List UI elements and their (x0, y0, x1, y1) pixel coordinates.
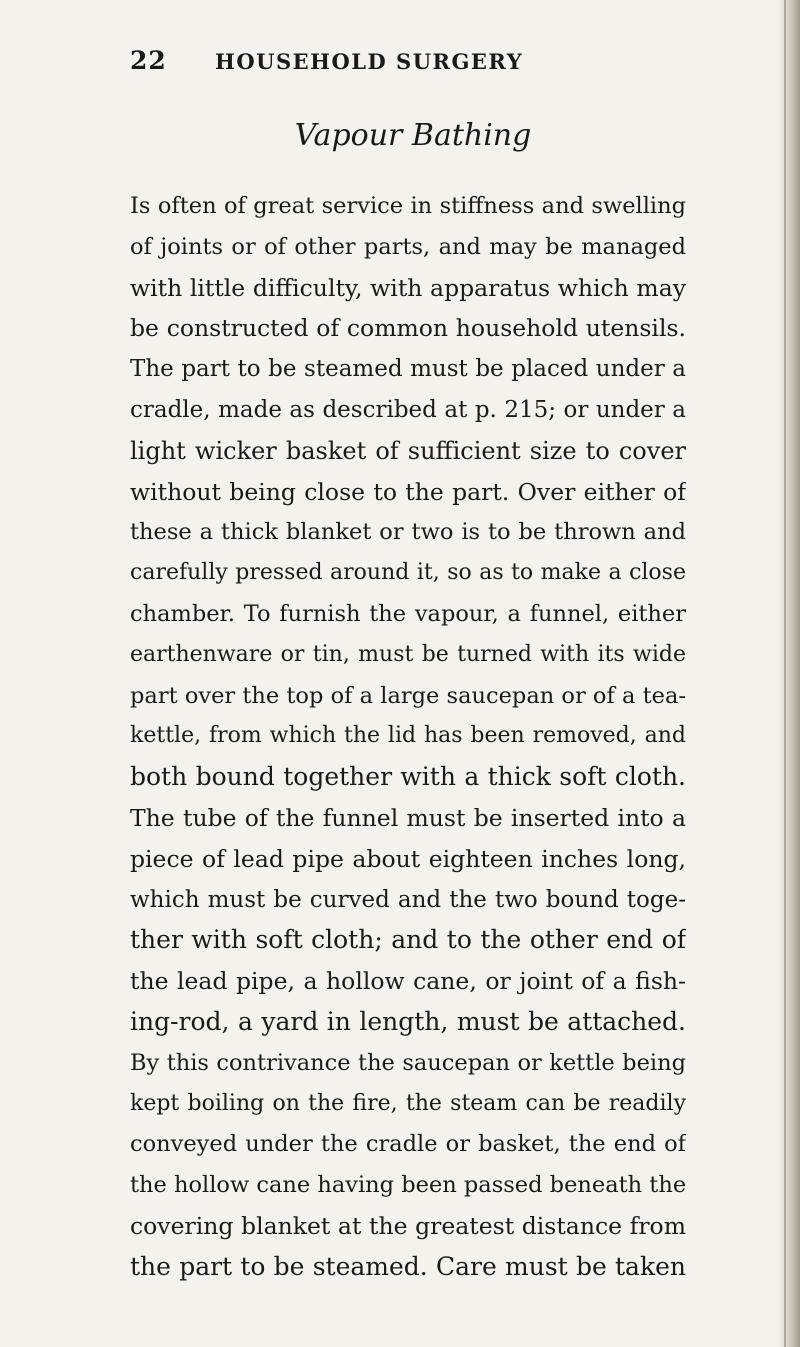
text-line: kept boiling on the fire, the steam can be readily (130, 1090, 686, 1116)
text-line: earthenware or tin, must be turned with its wide (130, 641, 686, 667)
text-line: which must be curved and the two bound toge- (130, 886, 686, 913)
text-line: piece of lead pipe about eighteen inches long, (130, 844, 686, 873)
text-line: be constructed of common household utensils. (130, 314, 686, 343)
running-title: HOUSEHOLD SURGERY (215, 49, 524, 74)
page-edge-line (784, 0, 786, 1347)
section-heading: Vapour Bathing (294, 118, 532, 153)
running-head (130, 46, 690, 78)
text-line: kettle, from which the lid has been removed, and (130, 723, 686, 749)
text-line: The part to be steamed must be placed under a (130, 356, 686, 383)
text-line: light wicker basket of sufficient size to cover (130, 436, 686, 465)
text-line: chamber. To furnish the vapour, a funnel, either (130, 600, 686, 627)
text-line: The tube of the funnel must be inserted into a (130, 803, 686, 832)
text-line: conveyed under the cradle or basket, the end of (130, 1131, 686, 1158)
text-line: covering blanket at the greatest distance from (130, 1211, 686, 1240)
text-line: the hollow cane having been passed beneath the (130, 1172, 686, 1199)
text-line: ther with soft cloth; and to the other end of (130, 925, 686, 955)
text-line: these a thick blanket or two is to be thrown and (130, 519, 686, 546)
text-line: of joints or of other parts, and may be managed (130, 233, 686, 260)
text-line: Is often of great service in stiffness and swelling (130, 193, 686, 219)
text-line: without being close to the part. Over either of (130, 477, 686, 506)
page-number: 22 (130, 46, 167, 75)
text-line: ing-rod, a yard in length, must be attached. (130, 1006, 686, 1036)
text-line: carefully pressed around it, so as to make a close (130, 560, 686, 586)
text-line: the lead pipe, a hollow cane, or joint of a fish- (130, 967, 686, 996)
text-line: the part to be steamed. Care must be taken (130, 1251, 686, 1281)
text-line: with little difficulty, with apparatus which may (130, 273, 686, 302)
text-line: By this contrivance the saucepan or kettle being (130, 1049, 686, 1076)
text-line: cradle, made as described at p. 215; or under a (130, 396, 686, 423)
text-line: both bound together with a thick soft cloth. (130, 762, 686, 792)
text-line: part over the top of a large saucepan or of a tea- (130, 682, 686, 709)
body-text (130, 186, 686, 1288)
page-edge-shadow (778, 0, 800, 1347)
